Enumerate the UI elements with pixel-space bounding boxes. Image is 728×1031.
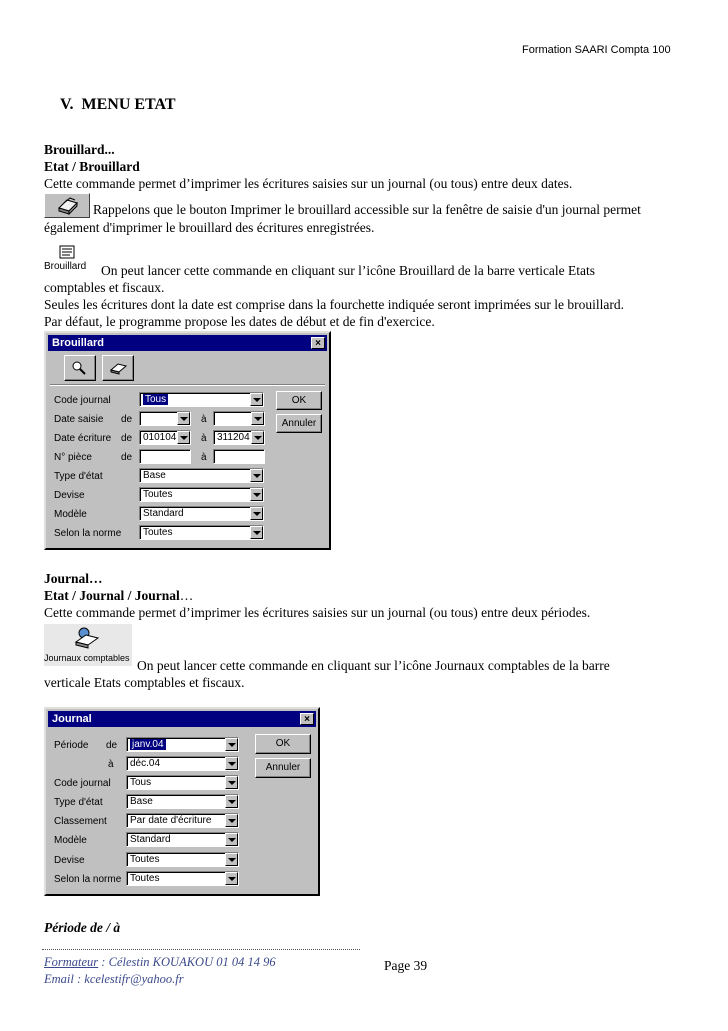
footer-formateur [44,955,276,970]
periode-to-value: déc.04 [130,758,161,769]
print-button[interactable] [102,355,134,381]
chevron-down-icon[interactable] [225,853,238,866]
date-saisie-label: Date saisie [54,414,104,425]
journaux-icon-label: Journaux comptables [44,653,130,663]
code-journal-value: Tous [130,777,152,788]
journal-description: Cette commande permet d’imprimer les écritures saisies sur un journal (ou tous) entre deux périodes. [44,605,591,620]
modele-value: Standard [130,834,171,845]
brouillard-icon-label: Brouillard [44,261,87,272]
classement-value: Par date d'écriture [130,815,212,826]
close-icon[interactable]: × [311,337,325,349]
chevron-down-icon[interactable] [225,738,238,751]
brouillard-menu-path: Etat / Brouillard [44,159,140,174]
modele-label: Modèle [54,835,87,846]
chevron-down-icon[interactable] [250,469,263,482]
chevron-down-icon[interactable] [225,795,238,808]
num-piece-from-input[interactable] [139,449,191,464]
section-title [60,96,176,114]
brouillard-heading: Brouillard... [44,142,115,157]
date-ecriture-label: Date écriture [54,433,112,444]
chevron-down-icon[interactable] [225,814,238,827]
devise-select[interactable] [139,487,264,502]
brouillard-description: Cette commande permet d’imprimer les écritures saisies sur un journal (ou tous) entre deux dates. [44,176,573,191]
formateur-label: Formateur [44,955,99,969]
date-saisie-a-label: à [201,414,207,425]
footer-divider [42,949,360,950]
type-etat-label: Type d'état [54,471,103,482]
chevron-down-icon[interactable] [225,833,238,846]
journaux-comptables-icon [44,624,132,666]
date-saisie-de-label: de [121,414,133,425]
chevron-down-icon[interactable] [250,488,263,501]
chevron-down-icon[interactable] [251,431,264,444]
type-etat-label: Type d'état [54,797,103,808]
devise-label: Devise [54,490,85,501]
print-preview-button[interactable] [64,355,96,381]
chevron-down-icon[interactable] [250,507,263,520]
num-piece-to-input[interactable] [213,449,265,464]
journal-menu-path [44,587,193,604]
brouillard-doc-icon [44,243,98,261]
toolbar-divider [50,384,325,386]
modele-value: Standard [143,508,184,519]
brouillard-launch-line2: comptables et fiscaux. [44,280,165,295]
modele-select[interactable] [139,506,264,521]
brouillard-dialog-title: Brouillard [48,335,327,351]
date-ecriture-de-label: de [121,433,133,444]
journal-dialog [44,707,320,896]
norme-value: Toutes [143,527,173,538]
close-icon[interactable]: × [300,713,314,725]
brouillard-default-line: Par défaut, le programme propose les dates de début et de fin d'exercice. [44,314,435,329]
type-etat-select[interactable] [139,468,264,483]
date-ecriture-to-select[interactable] [213,430,265,445]
code-journal-select[interactable] [126,775,239,790]
norme-select[interactable] [126,871,239,886]
periode-de-label: de [106,740,118,751]
periode-from-select[interactable] [126,737,239,752]
chevron-down-icon[interactable] [251,412,264,425]
periode-a-label: à [108,759,114,770]
modele-select[interactable] [126,832,239,847]
date-ecriture-from-select[interactable] [139,430,191,445]
journal-launch-line2: verticale Etats comptables et fiscaux. [44,675,245,690]
norme-value: Toutes [130,873,160,884]
code-journal-label: Code journal [54,778,111,789]
type-etat-value: Base [143,470,166,481]
code-journal-value: Tous [145,394,167,405]
date-saisie-to-select[interactable] [213,411,265,426]
journal-menu-path-ellipsis: … [179,588,194,603]
ok-button[interactable]: OK [276,391,322,410]
brouillard-rappel-line1: Rappelons que le bouton Imprimer le brouillard accessible sur la fenêtre de saisie d'un journal permet [93,202,641,217]
num-piece-label: N° pièce [54,452,92,463]
running-header: Formation SAARI Compta 100 [522,44,671,56]
periode-label: Période [54,740,89,751]
brouillard-dates-line: Seules les écritures dont la date est comprise dans la fourchette indiquée seront imprimées sur le brouillard. [44,297,624,312]
norme-label: Selon la norme [54,874,122,885]
modele-label: Modèle [54,509,87,520]
type-etat-value: Base [130,796,153,807]
chevron-down-icon[interactable] [250,526,263,539]
date-ecriture-to-value: 311204 [217,432,250,443]
footer-email: Email : kcelestifr@yahoo.fr [44,972,184,986]
section-number: V. [60,96,74,113]
ok-button[interactable]: OK [255,734,311,754]
journal-menu-path-main: Etat / Journal / Journal [44,588,180,603]
journal-dialog-title: Journal [48,711,316,727]
periode-to-select[interactable] [126,756,239,771]
date-saisie-from-select[interactable] [139,411,191,426]
chevron-down-icon[interactable] [225,757,238,770]
chevron-down-icon[interactable] [225,872,238,885]
magnifier-icon [65,356,95,380]
classement-label: Classement [54,816,107,827]
norme-label: Selon la norme [54,528,122,539]
periode-from-value: janv.04 [132,739,164,750]
periode-heading: Période de / à [44,920,121,935]
devise-value: Toutes [143,489,173,500]
code-journal-select[interactable] [139,392,264,407]
type-etat-select[interactable] [126,794,239,809]
code-journal-label: Code journal [54,395,111,406]
brouillard-rappel-line2: également d'imprimer le brouillard des écritures enregistrées. [44,220,375,235]
devise-select[interactable] [126,852,239,867]
journal-heading: Journal… [44,571,103,586]
chevron-down-icon[interactable] [225,776,238,789]
brouillard-toolbar-icon [44,243,98,273]
print-brouillard-icon [44,193,90,218]
journal-launch-line1: On peut lancer cette commande en cliquant sur l’icône Journaux comptables de la barre [137,658,610,673]
brouillard-launch-line1: On peut lancer cette commande en cliquant sur l’icône Brouillard de la barre verticale Etats [101,263,596,278]
num-piece-de-label: de [121,452,133,463]
formateur-value: : Célestin KOUAKOU 01 04 14 96 [98,955,276,969]
devise-label: Devise [54,855,85,866]
journaux-printer-icon [44,624,132,652]
section-title-text: MENU ETAT [81,96,176,113]
brouillard-dialog [44,331,331,550]
norme-select[interactable] [139,525,264,540]
devise-value: Toutes [130,854,160,865]
classement-select[interactable] [126,813,239,828]
page-number: Page 39 [384,958,428,973]
date-ecriture-from-value: 010104 [143,432,177,443]
cancel-button[interactable]: Annuler [276,414,322,433]
num-piece-a-label: à [201,452,207,463]
printer-icon [103,356,133,380]
chevron-down-icon[interactable] [250,393,263,406]
date-ecriture-a-label: à [201,433,207,444]
chevron-down-icon[interactable] [177,431,190,444]
chevron-down-icon[interactable] [177,412,190,425]
cancel-button[interactable]: Annuler [255,758,311,778]
